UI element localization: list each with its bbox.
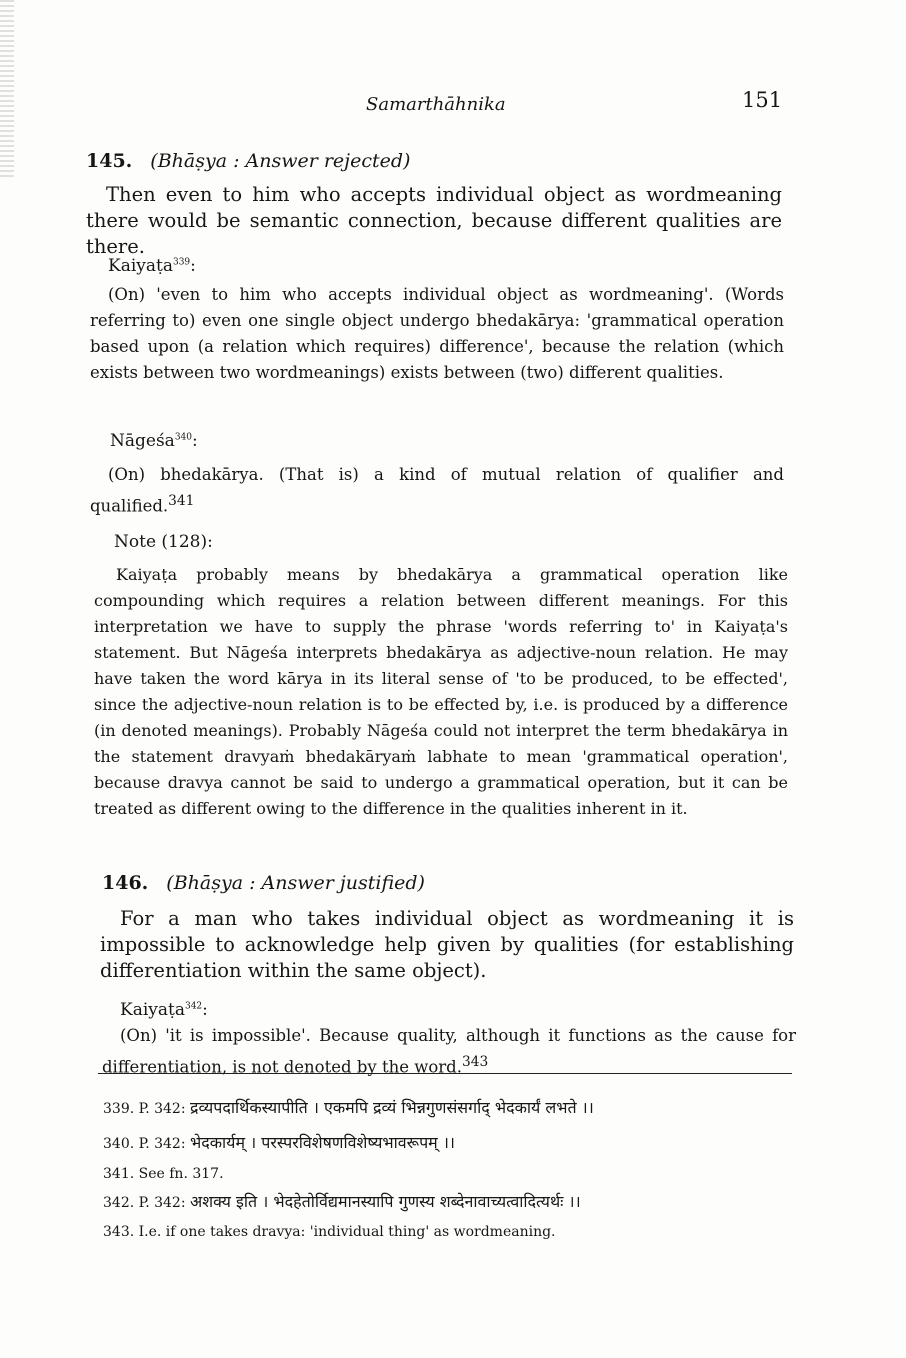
footnote-number: 342. (103, 1195, 135, 1211)
footnote-ref: 341 (168, 493, 195, 509)
footnote-text: अशक्य इति । भेदहेतोर्विद्यमानस्यापि गुणस्य शब्देनावाच्यत्वादित्यर्थः ।। (190, 1192, 581, 1211)
page-edge-shadow (0, 0, 14, 180)
section-145-text: Then even to him who accepts individual object as wordmeaning there would be semantic connection, because different qualities are there. (86, 183, 782, 258)
footnote-ref: P. 342: (138, 1195, 186, 1211)
footnote-number: 340. (103, 1136, 135, 1152)
footnote-340 (103, 1131, 455, 1153)
footnote-ref: 342 (184, 1001, 203, 1012)
footnote-text: द्रव्यपदार्थिकस्यापीति । एकमपि द्रव्यं भिन्नगुणसंसर्गाद् भेदकार्यं लभते ।। (190, 1098, 594, 1117)
footnote-text: if one takes dravya: 'individual thing' as wordmeaning. (165, 1224, 556, 1240)
footnote-ref: See (138, 1166, 165, 1182)
commentary-text: (On) bhedakārya. (That is) a kind of mutual relation of qualifier and qualified. (90, 465, 784, 516)
note-label: Note (128): (114, 532, 213, 552)
section-145-heading (86, 150, 786, 172)
section-146-heading (102, 872, 802, 894)
section-146-text: For a man who takes individual object as wordmeaning it is impossible to acknowledge help given by qualities (for establishing differentiation within the same object). (100, 907, 794, 982)
kaiyata-commentary (102, 1023, 796, 1081)
kaiyata-commentary: (On) 'even to him who accepts individual object as wordmeaning'. (Words referring to) even one single object undergo bhedakārya: 'grammatical operation based upon (a relation which requires) difference', because the relation (which exists between two wordmeanings) exists between (two) different qualities. (90, 285, 784, 382)
section-title: (Bhāṣya : Answer rejected) (150, 150, 411, 172)
footnote-number: 341. (103, 1166, 135, 1182)
label-text: Kaiyaṭa (120, 1000, 185, 1020)
footnote-ref: I.e. (138, 1224, 162, 1240)
note-text: Kaiyaṭa probably means by bhedakārya a grammatical operation like compounding which requires a relation between different meanings. For this interpretation we have to supply the phrase 'words referring to' in Kaiyaṭa's statement. But Nāgeśa interprets bhedakārya as adjective-noun relation. He may have taken the word kārya in its literal sense of 'to be produced, to be effected', since the adjective-noun relation is to be effected by, i.e. is produced by a difference (in denoted meanings). Probably Nāgeśa could not interpret the term bhedakārya in the statement dravyaṁ bhedakāryaṁ labhate to mean 'grammatical operation', because dravya cannot be said to undergo a grammatical operation, but it can be treated as different owing to the difference in the qualities inherent in it. (94, 565, 788, 818)
footnote-ref: P. 342: (138, 1136, 186, 1152)
footnote-text: भेदकार्यम् । परस्परविशेषणविशेष्यभावरूपम् ।। (190, 1133, 455, 1152)
footnote-343 (103, 1224, 556, 1240)
footnote-341 (103, 1166, 224, 1182)
nagesa-commentary (90, 462, 784, 520)
footnote-339 (103, 1096, 594, 1118)
footnote-342 (103, 1190, 581, 1212)
commentary-text: (On) 'it is impossible'. Because quality, although it functions as the cause for differentiation, is not denoted by the word. (102, 1026, 796, 1077)
footnote-text: fn. 317. (169, 1166, 224, 1182)
section-title: (Bhāṣya : Answer justified) (166, 872, 425, 894)
section-number: 146. (102, 872, 149, 894)
page-number: 151 (742, 88, 783, 112)
section-number: 145. (86, 150, 133, 172)
footnote-ref: 340 (174, 432, 192, 443)
kaiyata-label: Kaiyaṭa$^{339}$: (108, 256, 196, 276)
running-title: Samarthāhnika (366, 94, 506, 115)
footnote-ref: P. 342: (138, 1101, 186, 1117)
label-text: Kaiyaṭa (108, 256, 173, 276)
kaiyata-label: Kaiyaṭa$^{342}$: (120, 1000, 208, 1020)
nagesa-label: Nāgeśa$^{340}$: (110, 431, 198, 451)
footnote-ref: 343 (461, 1054, 489, 1070)
footnote-ref: 339 (172, 257, 191, 268)
footnote-number: 339. (103, 1101, 135, 1117)
footnote-divider (98, 1073, 792, 1074)
label-text: Nāgeśa (110, 431, 175, 451)
footnote-number: 343. (103, 1224, 135, 1240)
